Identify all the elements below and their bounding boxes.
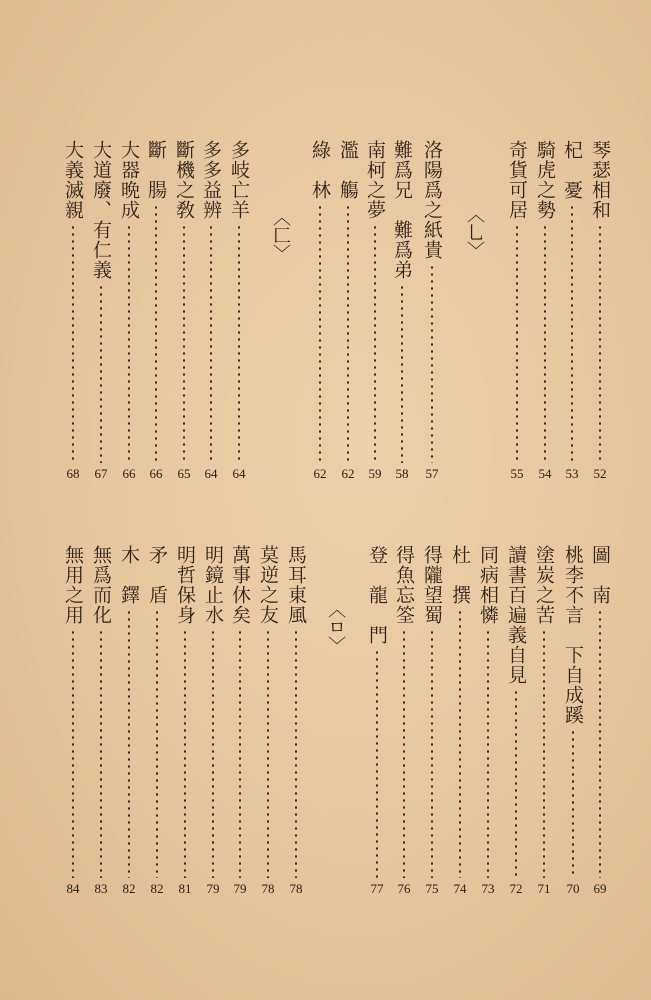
toc-entry[interactable]	[171, 140, 197, 482]
entry-title: 綠 林	[309, 140, 331, 200]
dot-leader	[459, 609, 461, 878]
entry-title: 明哲保身	[174, 545, 196, 625]
dot-leader	[431, 629, 433, 878]
toc-entry[interactable]	[226, 140, 252, 482]
dot-leader	[212, 629, 214, 878]
entry-title: 莫逆之友	[257, 545, 279, 625]
dot-leader	[401, 284, 403, 463]
entry-page: 57	[425, 466, 439, 481]
entry-page: 68	[66, 466, 80, 481]
entry-title: 洛陽爲之紙貴	[421, 140, 443, 260]
toc-entry[interactable]	[198, 140, 224, 482]
entry-page: 66	[122, 466, 136, 481]
entry-title: 桃李不言 下自成蹊	[562, 545, 584, 725]
entry-page: 71	[537, 881, 551, 896]
entry-page: 65	[177, 466, 191, 481]
entry-page: 53	[565, 466, 579, 481]
entry-title: 奇貨可居	[506, 140, 528, 220]
toc-entry[interactable]	[447, 545, 473, 897]
entry-title: 馬耳東風	[285, 545, 307, 625]
entry-page: 69	[593, 881, 607, 896]
dot-leader	[515, 689, 517, 878]
toc-entry[interactable]	[587, 140, 613, 482]
toc-entry[interactable]	[504, 140, 530, 482]
toc-entry[interactable]	[227, 545, 253, 897]
toc-entry[interactable]	[144, 545, 170, 897]
toc-entry[interactable]	[143, 140, 169, 482]
dot-leader	[599, 609, 601, 878]
entry-title: 大義滅親	[62, 140, 84, 220]
entry-title: 讀書百遍義自見	[505, 545, 527, 685]
section-heading: 〈乚〉	[464, 205, 485, 259]
toc-entry[interactable]	[116, 545, 142, 897]
entry-title: 大道廢、有仁義	[90, 140, 112, 280]
dot-leader	[100, 629, 102, 878]
toc-entry[interactable]	[60, 140, 86, 482]
entry-title: 斷 腸	[145, 140, 167, 200]
dot-leader	[100, 284, 102, 463]
entry-title: 難爲兄 難爲弟	[391, 140, 413, 280]
entry-page: 79	[233, 881, 247, 896]
entry-title: 得魚忘筌	[393, 545, 415, 625]
toc-entry[interactable]	[532, 140, 558, 482]
dot-leader	[155, 204, 157, 463]
dot-leader	[72, 224, 74, 463]
entry-page: 52	[593, 466, 607, 481]
entry-page: 58	[395, 466, 409, 481]
toc-entry[interactable]	[172, 545, 198, 897]
entry-title: 登 龍 門	[366, 545, 388, 645]
toc-entry[interactable]	[389, 140, 415, 482]
dot-leader	[156, 609, 158, 878]
entry-page: 54	[538, 466, 552, 481]
toc-entry[interactable]	[335, 140, 361, 482]
dot-leader	[128, 224, 130, 463]
dot-leader	[295, 629, 297, 878]
dot-leader	[376, 649, 378, 878]
entry-title: 濫 觴	[337, 140, 359, 200]
dot-leader	[487, 629, 489, 878]
toc-entry[interactable]	[200, 545, 226, 897]
toc-entry[interactable]	[307, 140, 333, 482]
toc-entry[interactable]	[364, 545, 390, 897]
entry-page: 77	[370, 881, 384, 896]
dot-leader	[238, 224, 240, 463]
entry-page: 64	[204, 466, 218, 481]
entry-title: 萬事休矣	[229, 545, 251, 625]
entry-page: 82	[122, 881, 136, 896]
entry-page: 73	[481, 881, 495, 896]
entry-title: 塗炭之苦	[533, 545, 555, 625]
entry-page: 83	[94, 881, 108, 896]
entry-title: 杞 憂	[561, 140, 583, 200]
entry-page: 76	[397, 881, 411, 896]
dot-leader	[431, 264, 433, 463]
entry-page: 72	[509, 881, 523, 896]
dot-leader	[184, 629, 186, 878]
dot-leader	[599, 224, 601, 463]
entry-title: 多岐亡羊	[228, 140, 250, 220]
entry-page: 70	[566, 881, 580, 896]
section-heading: 〈匚〉	[270, 208, 291, 262]
toc-entry[interactable]	[559, 140, 585, 482]
toc-entry[interactable]	[419, 140, 445, 482]
section-heading: 〈ㅁ〉	[325, 600, 346, 654]
toc-entry[interactable]	[503, 545, 529, 897]
toc-entry[interactable]	[391, 545, 417, 897]
entry-title: 多多益辨	[200, 140, 222, 220]
dot-leader	[543, 629, 545, 878]
entry-title: 杜 撰	[449, 545, 471, 605]
entry-title: 木 鐸	[118, 545, 140, 605]
dot-leader	[267, 629, 269, 878]
dot-leader	[571, 204, 573, 463]
dot-leader	[374, 224, 376, 463]
toc-entry[interactable]	[88, 545, 114, 897]
entry-title: 南柯之夢	[364, 140, 386, 220]
toc-entry[interactable]	[560, 545, 586, 897]
toc-entry[interactable]	[283, 545, 309, 897]
entry-page: 75	[425, 881, 439, 896]
dot-leader	[239, 629, 241, 878]
toc-entry[interactable]	[60, 545, 86, 897]
entry-title: 無用之用	[62, 545, 84, 625]
dot-leader	[572, 729, 574, 878]
entry-page: 78	[289, 881, 303, 896]
entry-title: 斷機之敎	[173, 140, 195, 220]
entry-page: 66	[149, 466, 163, 481]
entry-title: 矛 盾	[146, 545, 168, 605]
entry-page: 62	[341, 466, 355, 481]
entry-page: 79	[206, 881, 220, 896]
toc-entry[interactable]	[116, 140, 142, 482]
entry-title: 得隴望蜀	[421, 545, 443, 625]
dot-leader	[347, 204, 349, 463]
entry-title: 大器晩成	[118, 140, 140, 220]
toc-entry[interactable]	[362, 140, 388, 482]
entry-title: 明鏡止水	[202, 545, 224, 625]
entry-title: 圖 南	[589, 545, 611, 605]
entry-title: 同病相憐	[477, 545, 499, 625]
dot-leader	[183, 224, 185, 463]
entry-page: 67	[94, 466, 108, 481]
entry-page: 64	[232, 466, 246, 481]
dot-leader	[210, 224, 212, 463]
entry-title: 琴瑟相和	[589, 140, 611, 220]
toc-entry[interactable]	[587, 545, 613, 897]
dot-leader	[544, 224, 546, 463]
dot-leader	[128, 609, 130, 878]
entry-page: 82	[150, 881, 164, 896]
entry-page: 62	[313, 466, 327, 481]
entry-title: 無爲而化	[90, 545, 112, 625]
entry-page: 81	[178, 881, 192, 896]
dot-leader	[319, 204, 321, 463]
dot-leader	[72, 629, 74, 878]
entry-page: 55	[510, 466, 524, 481]
dot-leader	[403, 629, 405, 878]
toc-entry[interactable]	[255, 545, 281, 897]
toc-entry[interactable]	[531, 545, 557, 897]
toc-entry[interactable]	[88, 140, 114, 482]
entry-page: 84	[66, 881, 80, 896]
toc-entry[interactable]	[475, 545, 501, 897]
toc-entry[interactable]	[419, 545, 445, 897]
entry-page: 78	[261, 881, 275, 896]
entry-page: 59	[368, 466, 382, 481]
dot-leader	[516, 224, 518, 463]
entry-title: 騎虎之勢	[534, 140, 556, 220]
entry-page: 74	[453, 881, 467, 896]
